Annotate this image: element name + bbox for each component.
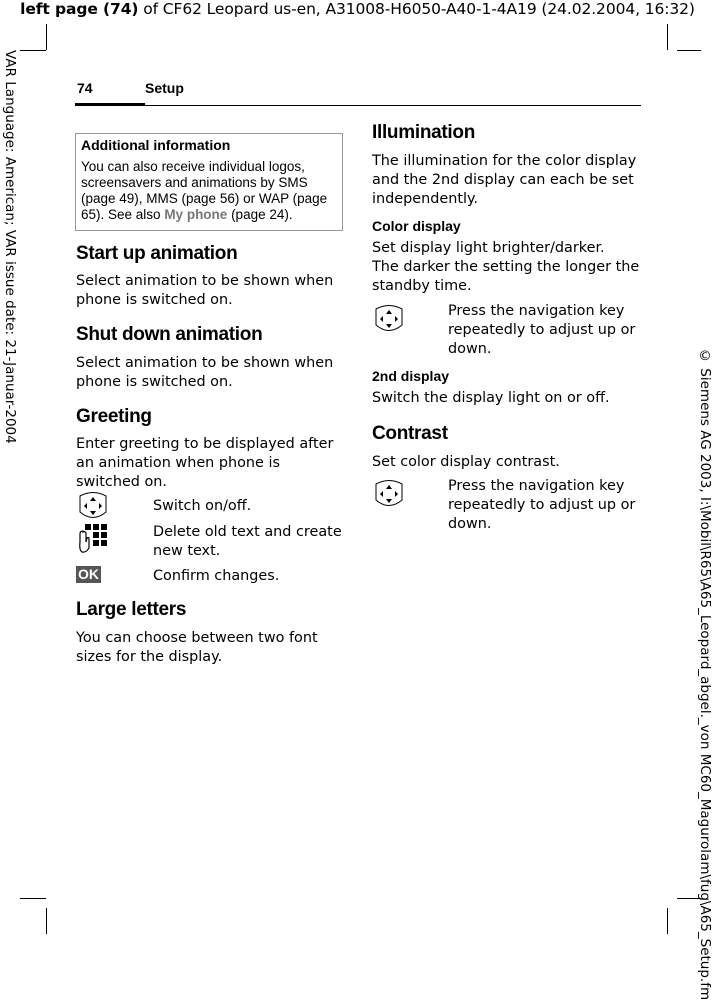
contrast-heading: Contrast: [372, 423, 448, 444]
greeting-heading: Greeting: [76, 406, 152, 427]
section-title: Setup: [145, 80, 184, 96]
second-display-heading: 2nd display: [372, 368, 450, 384]
greeting-row-confirm: [153, 567, 343, 586]
greeting-row-switch-text: Switch on/off.: [153, 498, 252, 514]
print-header-bold: left page (74): [20, 0, 139, 18]
illumination-heading: Illumination: [372, 122, 476, 143]
navigation-key-icon: [76, 490, 110, 522]
navigation-key-icon: [372, 303, 406, 335]
print-header-light: of CF62 Leopard us-en, A31008-H6050-A40-1-4A19 (24.02.2004, 16:32): [138, 0, 695, 18]
contrast-text: Set color display contrast.: [372, 454, 560, 470]
crop-mark: [20, 50, 46, 51]
large-letters-text: You can choose between two font sizes for the display.: [76, 630, 318, 665]
greeting-row-delete: [153, 523, 343, 561]
page-number: 74: [77, 80, 93, 96]
large-letters-heading: Large letters: [76, 599, 187, 620]
shutdown-heading: Shut down animation: [76, 324, 263, 345]
additional-info-box: [75, 133, 343, 231]
greeting-row-switch: [153, 497, 343, 516]
crop-mark: [46, 24, 47, 50]
crop-mark: [667, 24, 668, 50]
info-box-title: Additional information: [81, 137, 231, 153]
info-text-after: (page 24).: [227, 207, 293, 222]
side-left-wrap: [0, 50, 20, 444]
keypad-icon: [76, 522, 110, 554]
shutdown-text: Select animation to be shown when phone is switched on.: [76, 355, 334, 390]
side-right-wrap: [695, 348, 715, 1000]
color-display-text2: The darker the setting the longer the standby time.: [372, 259, 640, 294]
print-header: [0, 0, 715, 18]
crop-mark: [20, 898, 46, 899]
info-text-before: You can also receive individual logos, screensavers and animations by SMS (page 49), MMS (page 56) or WAP (page 65). See also: [81, 159, 328, 222]
second-display-text: Switch the display light on or off.: [372, 390, 610, 406]
ok-key-icon: OK: [78, 566, 99, 582]
crop-mark: [667, 908, 668, 934]
side-right-text: © Siemens AG 2003, I:\Mobil\R65\A65_Leopard_abgel._von MC60_Magurolam\fug\A65_Setup.fm: [697, 348, 713, 1000]
color-display-heading: Color display: [372, 218, 461, 234]
color-display-nav-text: Press the navigation key repeatedly to adjust up or down.: [448, 303, 636, 357]
illumination-text: The illumination for the color display and the 2nd display can each be set independently.: [372, 153, 637, 207]
crop-mark: [677, 50, 701, 51]
startup-text: Select animation to be shown when phone is switched on.: [76, 273, 334, 308]
side-left-text: VAR Language: American; VAR issue date: 21-Januar-2004: [2, 50, 18, 444]
my-phone-link[interactable]: My phone: [164, 207, 228, 222]
greeting-row-delete-text: Delete old text and create new text.: [153, 524, 342, 559]
color-display-text1: Set display light brighter/darker.: [372, 240, 605, 256]
navigation-key-icon: [372, 478, 406, 510]
info-box-text: [81, 159, 337, 223]
greeting-text: Enter greeting to be displayed after an animation when phone is switched on.: [76, 436, 334, 490]
contrast-nav-text: Press the navigation key repeatedly to adjust up or down.: [448, 478, 636, 532]
header-rule: [145, 105, 641, 106]
greeting-row-confirm-text: Confirm changes.: [153, 568, 280, 584]
startup-heading: Start up animation: [76, 243, 238, 264]
crop-mark: [46, 908, 47, 934]
header-rule-thick: [75, 103, 145, 106]
